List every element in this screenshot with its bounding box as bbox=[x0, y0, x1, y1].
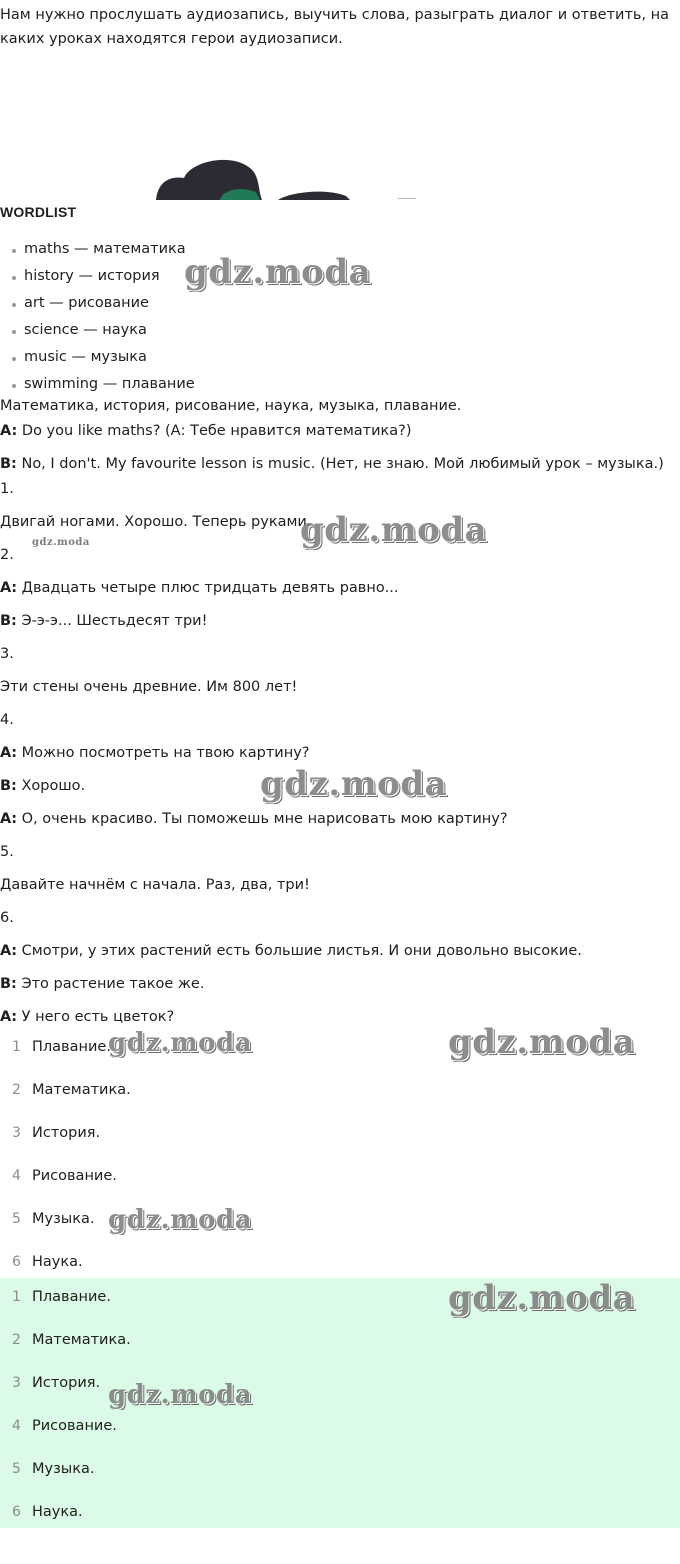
speaker-label: B: bbox=[0, 456, 17, 472]
watermark: gdz.moda bbox=[108, 1380, 253, 1410]
watermark: gdz.moda bbox=[300, 510, 488, 550]
watermark: gdz.moda bbox=[184, 252, 372, 292]
transcript-line: Давайте начнём с начала. Раз, два, три! bbox=[0, 877, 310, 893]
dialog-line bbox=[0, 456, 664, 472]
bullet-icon bbox=[12, 249, 16, 253]
speaker-label: A: bbox=[0, 423, 18, 439]
dialog-text: Do you like maths? (А: Тебе нравится математика?) bbox=[17, 423, 412, 439]
speaker-label: В: bbox=[0, 778, 17, 794]
transcript-line: Двигай ногами. Хорошо. Теперь руками. bbox=[0, 514, 312, 530]
speaker-label: В: bbox=[0, 613, 17, 629]
speaker-label: А: bbox=[0, 943, 18, 959]
task-description: Нам нужно прослушать аудиозапись, выучить слова, разыграть диалог и ответить, на каких уроках находятся герои аудиозаписи. bbox=[0, 7, 670, 47]
watermark: gdz.moda bbox=[108, 1205, 253, 1235]
speaker-label: А: bbox=[0, 745, 18, 761]
speaker-label: А: bbox=[0, 1009, 18, 1025]
transcript-line: А: У него есть цветок? bbox=[0, 1009, 175, 1025]
transcript-number: 4. bbox=[0, 712, 14, 728]
transcript-line: А: О, очень красиво. Ты поможешь мне нарисовать мою картину? bbox=[0, 811, 508, 827]
bullet-icon bbox=[12, 357, 16, 361]
answer-list-highlighted: 1 Плавание. 2 Математика. 3 История. 4 Рисование. 5 Музыка. 6 Наука. bbox=[0, 1278, 680, 1528]
watermark: gdz.moda bbox=[32, 537, 90, 548]
speaker-label: В: bbox=[0, 976, 17, 992]
answer-list: 1 Плавание. 2 Математика. 3 История. 4 Рисование. 5 Музыка. 6 Наука. bbox=[12, 1039, 131, 1270]
transcript-number: 5. bbox=[0, 844, 14, 860]
dialog-text: No, I don't. My favourite lesson is music. (Нет, не знаю. Мой любимый урок – музыка.) bbox=[16, 456, 664, 472]
watermark: gdz.moda bbox=[108, 1028, 253, 1058]
bullet-icon bbox=[12, 384, 16, 388]
wordlist-heading: WORDLIST bbox=[0, 204, 77, 220]
speaker-label: А: bbox=[0, 811, 18, 827]
bullet-icon bbox=[12, 276, 16, 280]
transcript-line: В: Это растение такое же. bbox=[0, 976, 205, 992]
transcript-number: 6. bbox=[0, 910, 14, 926]
wordlist-summary: Математика, история, рисование, наука, музыка, плавание. bbox=[0, 398, 462, 414]
watermark: gdz.moda bbox=[448, 1022, 636, 1062]
illustration bbox=[150, 150, 420, 200]
watermark: gdz.moda bbox=[448, 1278, 636, 1318]
transcript-number: 3. bbox=[0, 646, 14, 662]
transcript-number: 2. bbox=[0, 547, 14, 563]
bullet-icon bbox=[12, 303, 16, 307]
speaker-label: А: bbox=[0, 580, 18, 596]
transcript-number: 1. bbox=[0, 481, 14, 497]
watermark: gdz.moda bbox=[260, 764, 448, 804]
transcript-line: Эти стены очень древние. Им 800 лет! bbox=[0, 679, 298, 695]
dialog-line bbox=[0, 423, 412, 439]
transcript-line: А: Двадцать четыре плюс тридцать девять равно... bbox=[0, 580, 399, 596]
transcript-line: А: Смотри, у этих растений есть большие листья. И они довольно высокие. bbox=[0, 943, 582, 959]
transcript-line: А: Можно посмотреть на твою картину? bbox=[0, 745, 310, 761]
transcript-line: В: Хорошо. bbox=[0, 778, 86, 794]
bullet-icon bbox=[12, 330, 16, 334]
transcript-line: В: Э-э-э... Шестьдесят три! bbox=[0, 613, 208, 629]
